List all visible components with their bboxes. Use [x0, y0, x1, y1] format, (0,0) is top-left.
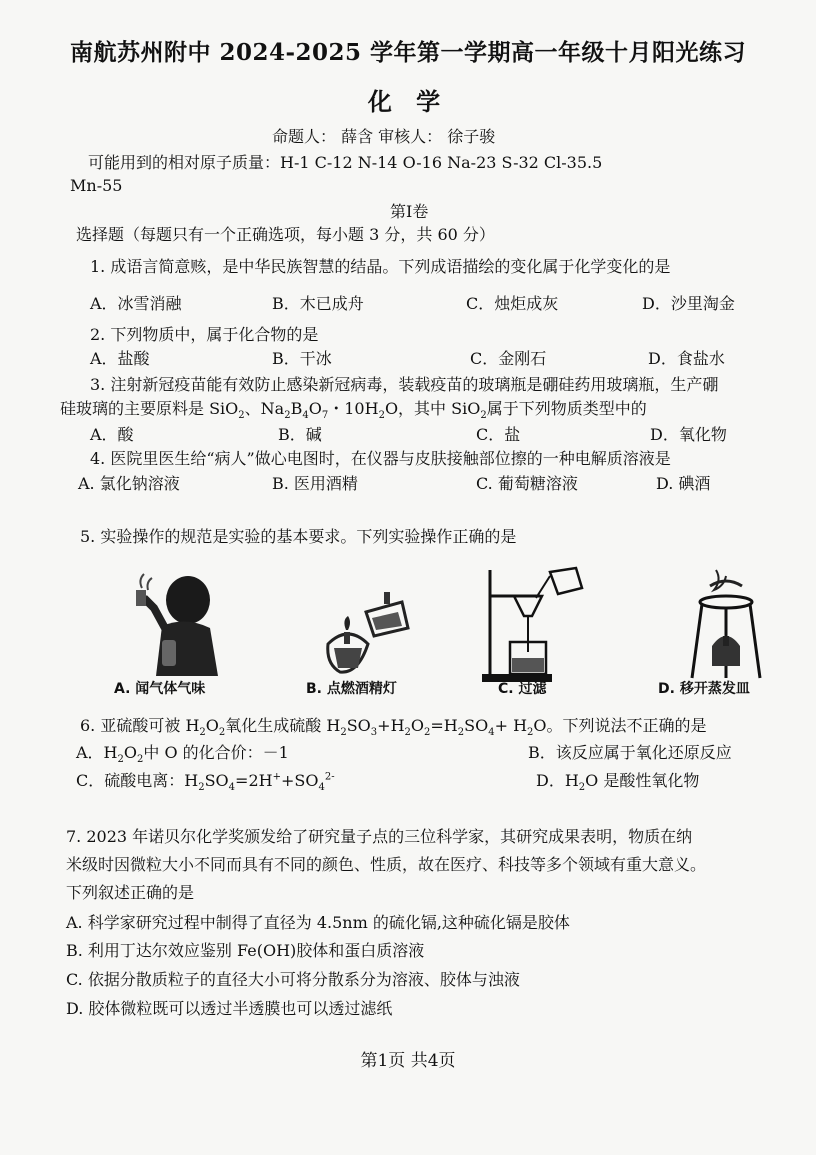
q4-option-c: C. 葡萄糖溶液: [476, 474, 578, 493]
q2-stem: 2. 下列物质中，属于化合物的是: [90, 325, 319, 344]
q3-option-d: D．氧化物: [650, 425, 727, 444]
instructions: 选择题（每题只有一个正确选项，每小题 3 分，共 60 分）: [76, 225, 495, 244]
q3-stem-line2: 硅玻璃的主要原料是 SiO$_2$、$Na_2B_4O_7$・$10H_2O$，其中 SiO$_2$属于下列物质类型中的: [60, 399, 647, 422]
authors: 命题人： 薛含 审核人： 徐子骏: [272, 127, 496, 146]
atomic-masses-line2: Mn-55: [70, 176, 123, 195]
q2-option-d: D．食盐水: [648, 349, 725, 368]
q7-stem-line1: 7. 2023 年诺贝尔化学奖颁发给了研究量子点的三位科学家，其研究成果表明，物质在纳: [66, 827, 693, 846]
q7-option-d: D. 胶体微粒既可以透过半透膜也可以透过滤纸: [66, 999, 393, 1018]
section-heading: 第Ⅰ卷: [390, 202, 429, 221]
q2-option-c: C．金刚石: [470, 349, 547, 368]
q7-option-b: B. 利用丁达尔效应鉴别 Fe(OH)胶体和蛋白质溶液: [66, 941, 425, 960]
q4-option-d: D. 碘酒: [656, 474, 711, 493]
q7-option-a: A. 科学家研究过程中制得了直径为 4.5nm 的硫化镉,这种硫化镉是胶体: [66, 913, 570, 932]
q7-option-c: C. 依据分散质粒子的直径大小可将分散系分为溶液、胶体与浊液: [66, 970, 520, 989]
subject-title: 化 学: [367, 87, 449, 116]
q6-stem: 6. 亚硫酸可被 $H_2O_2$氧化生成硫酸 $H_2SO_3+H_2O_2=H_2SO_4+ H_2O$。下列说法不正确的是: [80, 716, 707, 739]
q4-stem: 4. 医院里医生给“病人”做心电图时，在仪器与皮肤接触部位擦的一种电解质溶液是: [90, 449, 671, 468]
q1-option-c: C．烛炬成灰: [466, 294, 559, 313]
figure-b-light-lamp: [318, 584, 418, 684]
q1-option-d: D．沙里淘金: [642, 294, 735, 313]
q2-option-b: B．干冰: [272, 349, 332, 368]
q4-option-b: B. 医用酒精: [272, 474, 358, 493]
q2-option-a: A．盐酸: [90, 349, 150, 368]
q4-option-a: A. 氯化钠溶液: [78, 474, 180, 493]
q6-option-c: C．硫酸电离：$H_2SO_4=2H^++SO_4^{2-}$: [76, 771, 335, 794]
q7-stem-line2: 米级时因微粒大小不同而具有不同的颜色、性质，故在医疗、科技等多个领域有重大意义。: [66, 855, 707, 874]
q3-option-a: A．酸: [90, 425, 134, 444]
q5-stem: 5. 实验操作的规范是实验的基本要求。下列实验操作正确的是: [80, 527, 517, 546]
figure-c-filtration: [480, 566, 590, 684]
q1-option-a: A．冰雪消融: [90, 294, 182, 313]
figure-c-caption: C. 过滤: [498, 681, 547, 697]
figure-a-caption: A. 闻气体气味: [114, 681, 206, 697]
figure-a-smell-gas: [126, 568, 246, 688]
figure-d-evaporating-dish: [686, 566, 766, 686]
q3-stem-line1: 3. 注射新冠疫苗能有效防止感染新冠病毒，装载疫苗的玻璃瓶是硼硅药用玻璃瓶，生产硼: [90, 375, 719, 394]
page-number: 第1页 共4页: [360, 1051, 456, 1071]
figure-b-caption: B. 点燃酒精灯: [306, 681, 397, 697]
exam-title: 南航苏州附中 2024-2025 学年第一学期高一年级十月阳光练习: [69, 39, 747, 66]
q6-option-a: A．$H_2O_2$中 O 的化合价：－1: [76, 743, 289, 766]
figure-d-caption: D. 移开蒸发皿: [658, 681, 750, 697]
q6-option-d: D．$H_2O$ 是酸性氧化物: [536, 771, 700, 794]
q3-option-c: C．盐: [476, 425, 521, 444]
q1-option-b: B．木已成舟: [272, 294, 364, 313]
q3-option-b: B．碱: [278, 425, 322, 444]
q1-stem: 1. 成语言简意赅，是中华民族智慧的结晶。下列成语描绘的变化属于化学变化的是: [90, 257, 671, 276]
q6-option-b: B．该反应属于氧化还原反应: [528, 743, 732, 762]
atomic-masses-line1: 可能用到的相对原子质量：H-1 C-12 N-14 O-16 Na-23 S-32 Cl-35.5: [88, 153, 603, 172]
q7-stem-line3: 下列叙述正确的是: [66, 883, 195, 902]
